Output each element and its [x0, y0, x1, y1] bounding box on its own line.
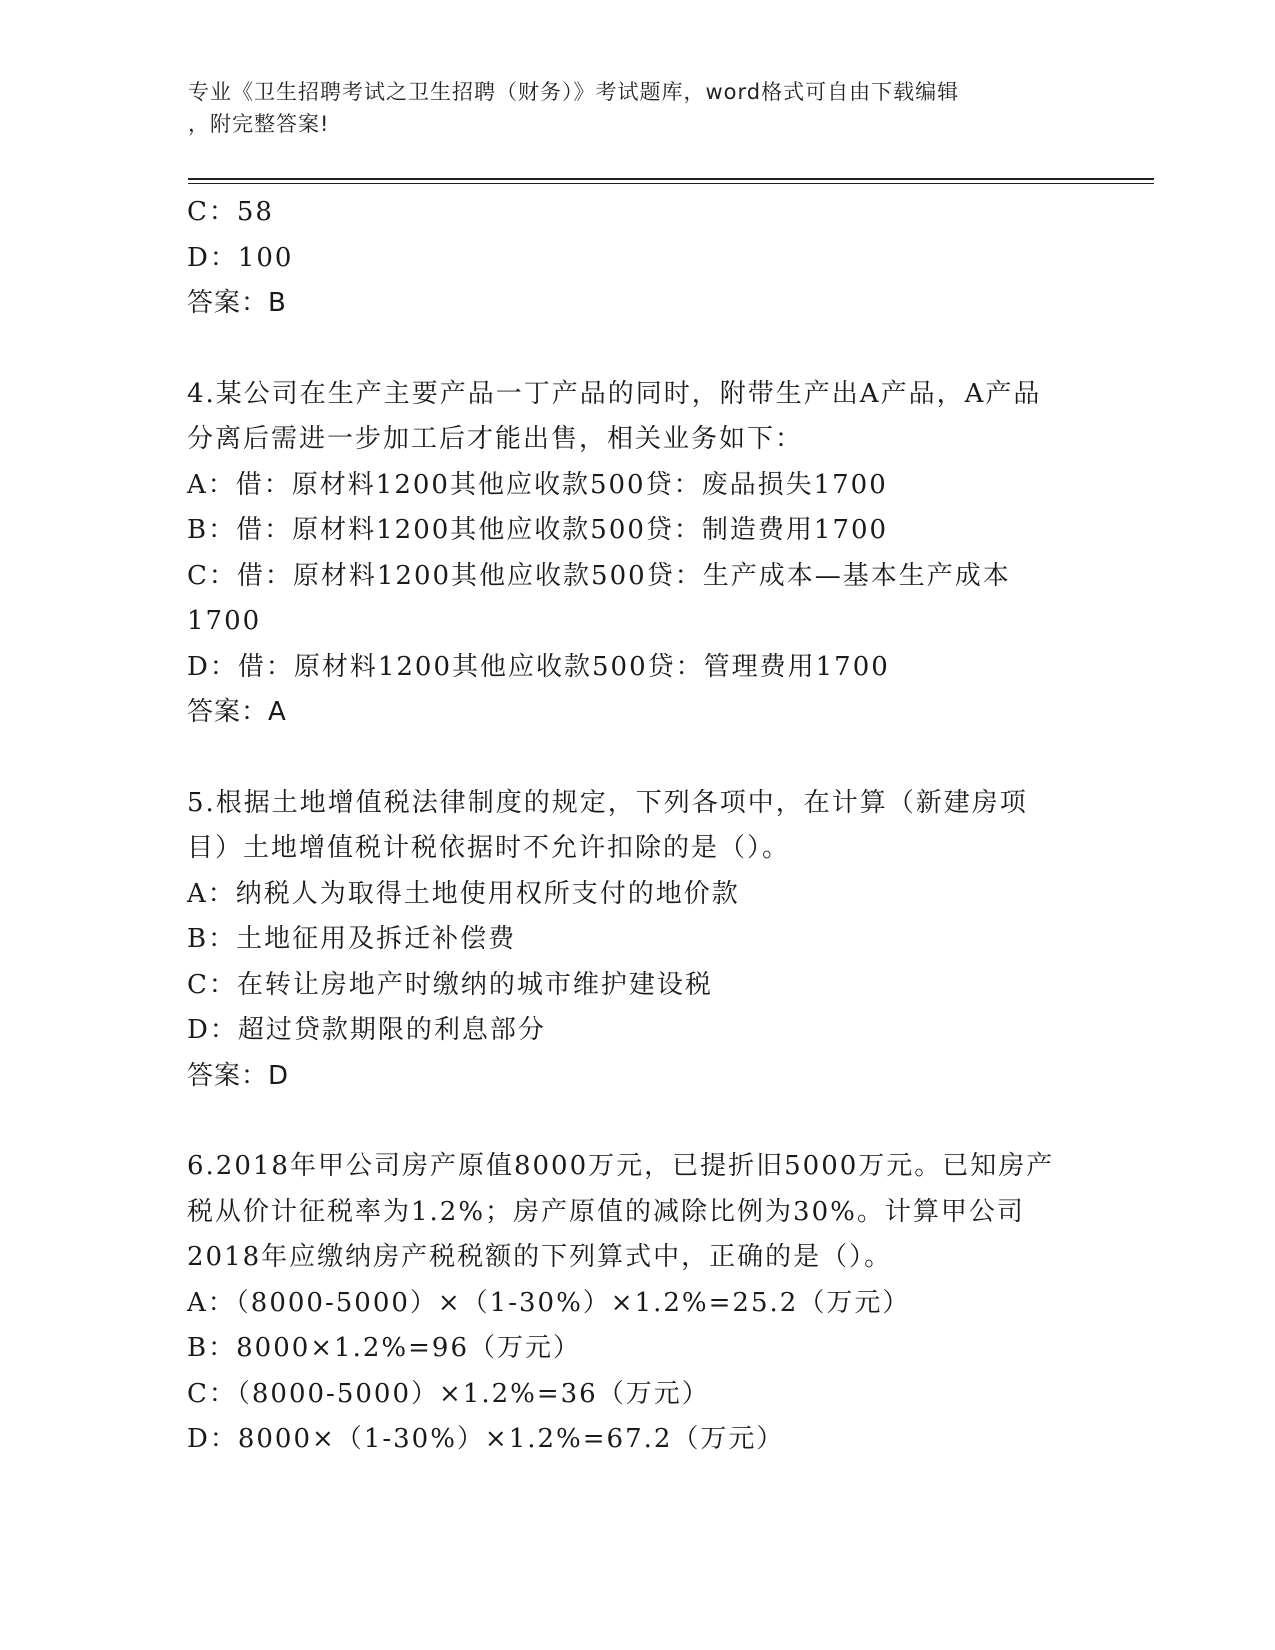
option-d: D：8000×（1-30%）×1.2%=67.2（万元） [187, 1424, 785, 1454]
question-stem-line: 6.2018年甲公司房产原值8000万元，已提折旧5000万元。已知房产 [187, 1151, 1055, 1181]
option-a: A：借：原材料1200其他应收款500贷：废品损失1700 [187, 469, 888, 500]
question-5 [187, 781, 1087, 1100]
option-d: D：100 [187, 242, 294, 273]
option-c: C：58 [187, 197, 274, 227]
answer-line: 答案：A [187, 697, 287, 727]
option-b: B：8000×1.2%=96（万元） [187, 1333, 581, 1363]
question-stem-line: 税从价计征税率为1.2%；房产原值的减除比例为30%。计算甲公司 [187, 1196, 1025, 1227]
option-b: B：借：原材料1200其他应收款500贷：制造费用1700 [187, 515, 889, 545]
option-d: D：借：原材料1200其他应收款500贷：管理费用1700 [187, 651, 890, 682]
page-header [188, 76, 1068, 140]
question-4 [187, 372, 1087, 736]
option-d: D：超过贷款期限的利息部分 [187, 1015, 546, 1045]
option-a: A：（8000-5000）×（1-30%）×1.2%=25.2（万元） [187, 1287, 911, 1318]
option-c: C：在转让房地产时缴纳的城市维护建设税 [187, 969, 713, 1000]
question-stem-line: 分离后需进一步加工后才能出售，相关业务如下： [187, 424, 804, 454]
question-stem-line: 2018年应缴纳房产税税额的下列算式中，正确的是（）。 [187, 1242, 893, 1272]
option-c-continued: 1700 [187, 606, 262, 636]
header-rule-thin [188, 183, 1154, 184]
answer-line: 答案：D [187, 1060, 290, 1091]
question-stem-line: 目）土地增值税计税依据时不允许扣除的是（）。 [187, 833, 791, 863]
header-line-1: 专业《卫生招聘考试之卫生招聘（财务）》考试题库，word格式可自由下载编辑 [188, 80, 960, 104]
document-body [187, 190, 1087, 1463]
answer-line: 答案：B [187, 288, 287, 318]
question-3-tail [187, 190, 1087, 327]
header-rule-thick [188, 178, 1154, 180]
option-a: A：纳税人为取得土地使用权所支付的地价款 [187, 878, 740, 909]
question-stem-line: 5.根据土地增值税法律制度的规定，下列各项中，在计算（新建房项 [187, 787, 1028, 818]
header-line-2: ，附完整答案! [188, 112, 330, 136]
question-6 [187, 1144, 1087, 1463]
option-c: C：借：原材料1200其他应收款500贷：生产成本—基本生产成本 [187, 560, 1011, 591]
option-b: B：土地征用及拆迁补偿费 [187, 924, 517, 954]
option-c: C：（8000-5000）×1.2%=36（万元） [187, 1378, 710, 1409]
question-stem-line: 4.某公司在生产主要产品一丁产品的同时，附带生产出A产品，A产品 [187, 378, 1042, 409]
